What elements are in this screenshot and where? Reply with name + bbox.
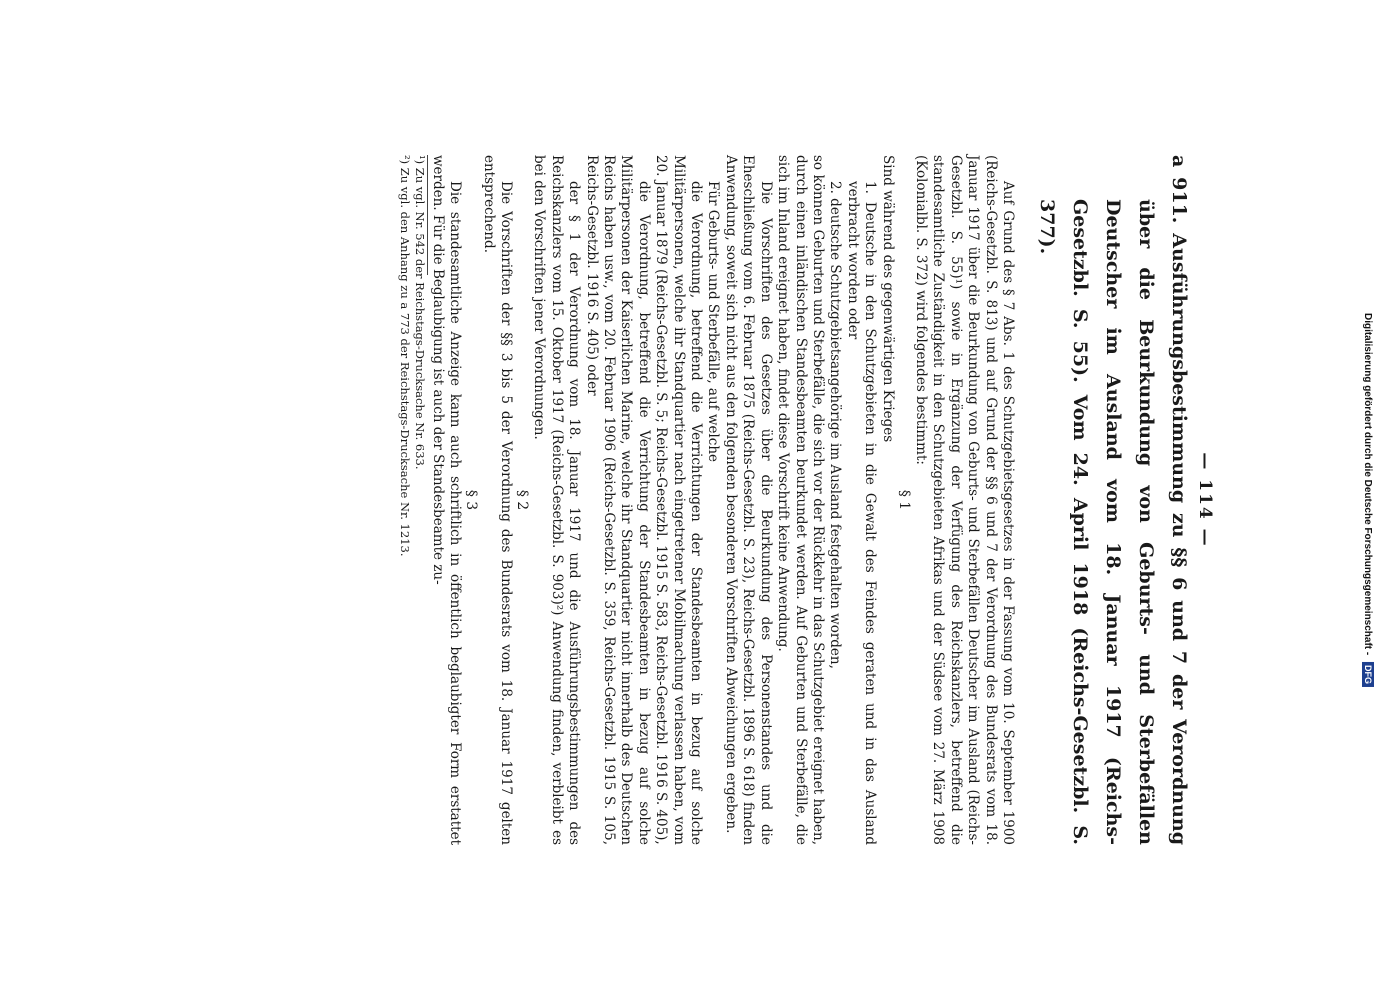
dfg-logo: DFG	[1362, 662, 1374, 687]
page-number: — 114 —	[1195, 452, 1215, 548]
section-1-paragraph-3: Für Geburts- und Sterbefälle, auf welche	[705, 181, 722, 463]
section-2-title: § 2	[514, 489, 531, 511]
section-1-title: § 1	[895, 489, 912, 511]
section-1-paragraph-4: die Verordnung, betreffend die Verrichtungen der Standesbeamten in bezug auf solche Militärpersonen, welche ihr Standquartier nach eingetretener Mobilmachung verlassen haben, vom 20. Januar 1879 (Reichs-Gesetzbl. S. 5; Reichs-Gesetzbl. 1915 S. 583, Reichs-Gesetzbl. 1916 S. 405),	[653, 155, 705, 845]
rotated-text-block	[155, 155, 1215, 845]
section-1-item-2: 2. deutsche Schutzgebietsangehörige im Ausland festgehalten worden,	[827, 181, 844, 669]
footnote-2: ²) Zu vgl. den Anhang zu a 773 der Reichstags-Drucksache Nr. 1213.	[398, 155, 413, 557]
section-3-text: Die standesamtliche Anzeige kann auch schriftlich in öffentlich beglaubigter Form erstattet werden. Für die Beglaubigung ist auch der Standesbeamte zu-	[429, 155, 464, 845]
section-1-continuation: so können Geburten und Sterbefälle, die sich vor der Rückkehr in das Schutzgebiet ereignet haben, durch einen inländischen Standesbeamten beurkundet werden. Auf Geburten und Sterbefälle, die sich im Inland ereignet haben, findet diese Vorschrift keine Anwendung.	[775, 155, 826, 845]
section-1-lead: Sind während des gegenwärtigen Krieges	[879, 155, 896, 443]
section-3-title: § 3	[463, 489, 480, 511]
section-1-paragraph-5: die Verordnung, betreffend die Verrichtung der Standesbeamten in bezug auf solche Militärpersonen der Kaiserlichen Marine, welche ihr Standquartier nicht innerhalb des Deutschen Reichs haben usw., vom 20. Februar 1906 (Reichs-Gesetzbl. S. 359, Reichs-Gesetzbl. 1915 S. 105, Reichs-Gesetzbl. 1916 S. 405) oder	[583, 155, 652, 845]
footnote-1: ¹) Zu vgl. Nr. 542 der Reichstags-Drucksache Nr. 633.	[413, 155, 428, 470]
digitization-credit	[1362, 313, 1374, 687]
section-1-item-1: 1. Deutsche in den Schutzgebieten in die Gewalt des Feindes geraten und in das Ausland verbracht worden oder	[844, 181, 879, 845]
section-1-paragraph-2: Die Vorschriften des Gesetzes über die Beurkundung des Personenstandes und die Eheschließung vom 6. Februar 1875 (Reichs-Gesetzbl. S. 23), Reichs-Gesetzbl. 1896 S. 618) finden Anwendung, soweit sich nicht aus den folgenden besonderen Vorschriften Abweichungen ergeben.	[722, 155, 774, 845]
section-1-paragraph-6: der § 1 der Verordnung vom 18. Januar 1917 und die Ausführungsbestimmungen des Reichskanzlers vom 15. Oktober 1917 (Reichs-Gesetzbl. S. 903)²) Anwendung finden, verbleibt es bei den Vorschriften jener Verordnungen.	[531, 155, 583, 845]
credit-text: Digitalisierung gefördert durch die Deutsche Forschungsgemeinschaft -	[1362, 312, 1373, 656]
document-heading: a 911. Ausführungsbestimmung zu §§ 6 und 7 der Verordnung über die Beurkundung von Geburts- und Sterbefällen Deutscher im Ausland vom 18. Januar 1917 (Reichs-Gesetzbl. S. 55). Vom 24. April 1918 (Reichs-Gesetzbl. S. 377).	[1036, 155, 1190, 845]
section-2-text: Die Vorschriften der §§ 3 bis 5 der Verordnung des Bundesrats vom 18. Januar 1917 gelten entsprechend.	[480, 155, 515, 845]
intro-paragraph: Auf Grund des § 7 Abs. 1 des Schutzgebietsgesetzes in der Fassung vom 10. September 1900 (Reichs-Gesetzbl. S. 813) und auf Grund der §§ 6 und 7 der Verordnung des Bundesrats vom 18. Januar 1917 über die Beurkundung von Geburts- und Sterbefällen Deutscher im Ausland (Reichs-Gesetzbl. S. 55)¹) sowie in Ergänzung der Verfügung des Reichskanzlers, betreffend die standesamtliche Zuständigkeit in den Schutzgebieten Afrikas und der Südsee vom 27. März 1908 (Kolonialbl. S. 372) wird folgendes bestimmt:	[912, 155, 1016, 845]
